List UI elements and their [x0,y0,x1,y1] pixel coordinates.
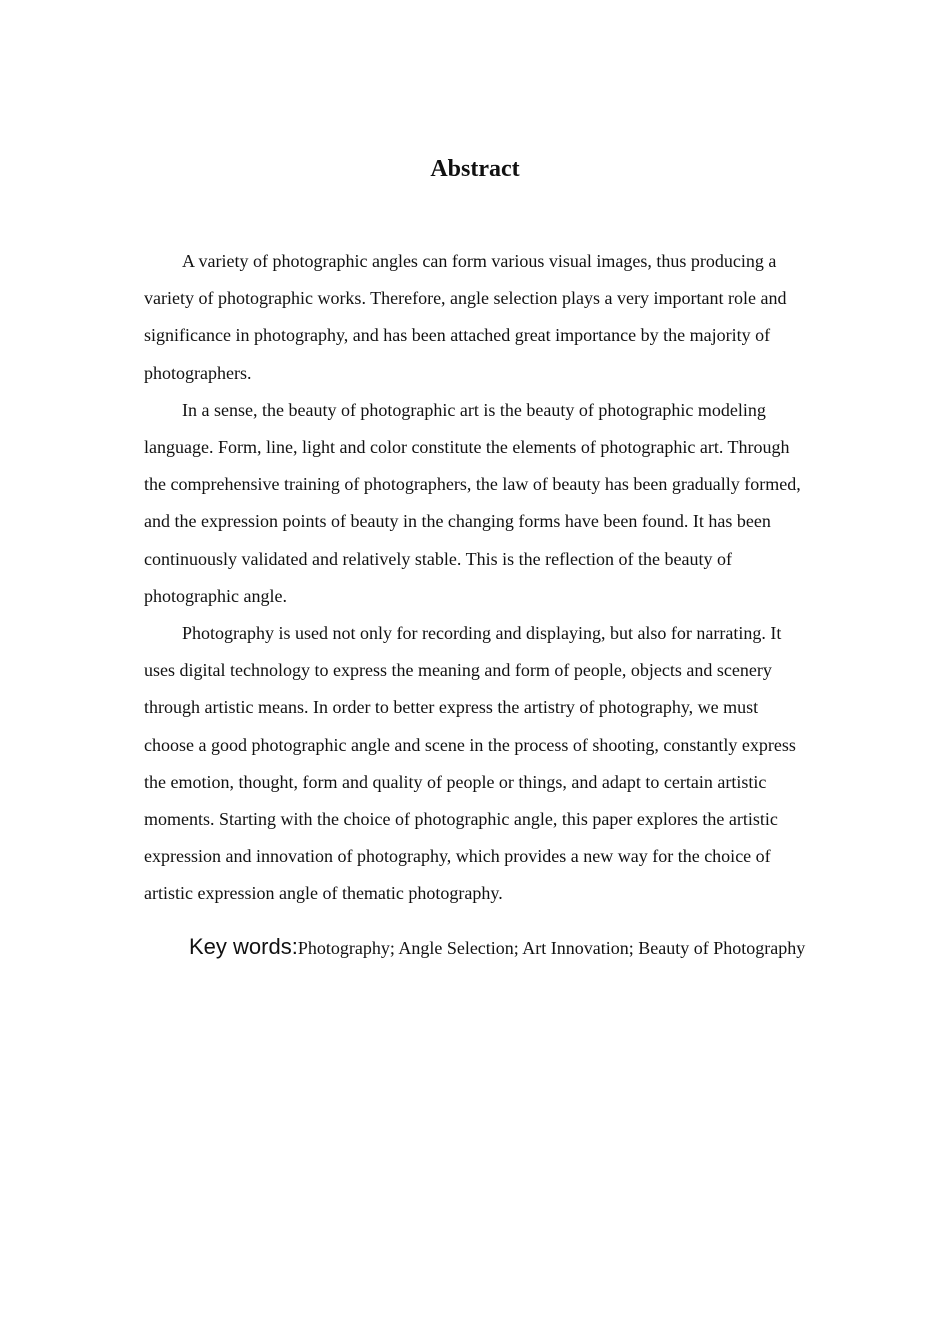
abstract-paragraph-1: A variety of photographic angles can form various visual images, thus producing a variety of photographic works. Therefore, angle selection plays a very important role and significance in photography, and has been attached great importance by the majority of photographers. [144,251,787,383]
abstract-paragraph-3: Photography is used not only for recording and displaying, but also for narrating. It uses digital technology to express the meaning and form of people, objects and scenery through artistic means. In order to better express the artistry of photography, we must choose a good photographic angle and scene in the process of shooting, constantly express the emotion, thought, form and quality of people or things, and adapt to certain artistic moments. Starting with the choice of photographic angle, this paper explores the artistic expression and innovation of photography, which provides a new way for the choice of artistic expression angle of thematic photography. [144,623,796,904]
keywords-line [144,922,809,973]
page-title: Abstract [430,156,520,182]
keywords-value: Photography; Angle Selection; Art Innovation; Beauty of Photography [297,938,806,958]
abstract-body [144,243,809,913]
abstract-paragraph-2: In a sense, the beauty of photographic art is the beauty of photographic modeling language. Form, line, light and color constitute the elements of photographic art. Through the comprehensive training of photographers, the law of beauty has been gradually formed, and the expression points of beauty in the changing forms have been found. It has been continuously validated and relatively stable. This is the reflection of the beauty of photographic angle. [144,399,801,606]
keywords-label: Key words: [189,934,298,959]
